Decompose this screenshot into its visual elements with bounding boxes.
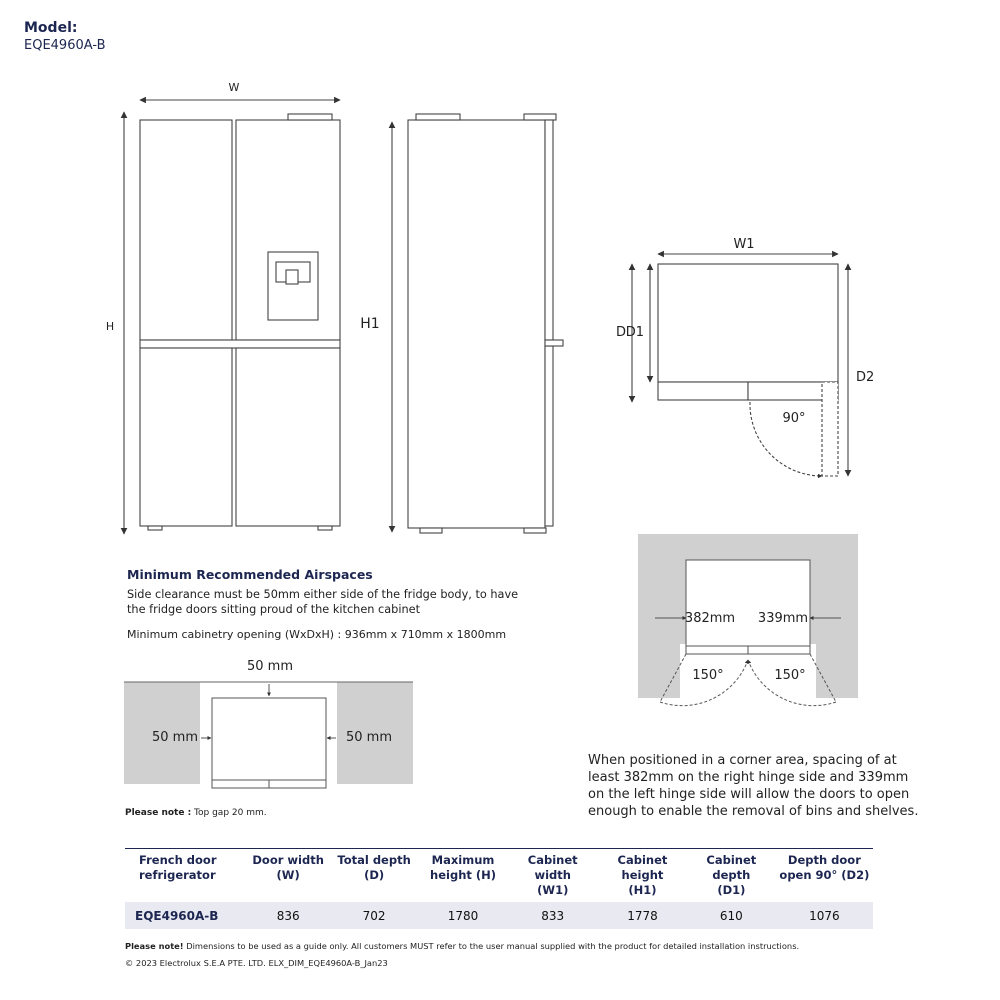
top-cabinet-depth-label: D1	[625, 325, 644, 340]
front-upper-left-door	[140, 120, 232, 340]
airspace-right-door	[269, 780, 326, 788]
table-row	[125, 902, 873, 929]
side-height-label: H1	[360, 316, 380, 332]
front-width-label: W	[228, 81, 240, 94]
top-open-door	[822, 382, 838, 476]
top-left-door	[658, 382, 748, 400]
side-door-handle	[545, 340, 563, 346]
footer-note-prefix: Please note!	[125, 941, 184, 951]
table-cell: 1076	[776, 902, 873, 929]
dispenser-lever	[286, 270, 298, 284]
table-header: Depth door open 90° (D2)	[776, 849, 873, 903]
door-divider	[140, 340, 340, 348]
top-gap-note	[125, 808, 267, 818]
table-header: Cabinet depth (D1)	[687, 849, 776, 903]
right-spacing-label: 382mm	[684, 611, 736, 626]
model-code: EQE4960A-B	[24, 38, 106, 53]
corner-plan	[638, 534, 858, 706]
front-foot-left	[148, 526, 162, 530]
side-foot-front	[524, 528, 546, 533]
airspace-description: Side clearance must be 50mm either side of the fridge body, to have the fridge doors sitting proud of the kitchen cabinet	[127, 588, 519, 616]
copyright: © 2023 Electrolux S.E.A PTE. LTD. ELX_DIM_EQE4960A-B_Jan23	[125, 958, 388, 968]
corner-right-door	[748, 646, 810, 654]
side-lower-door	[545, 346, 553, 526]
corner-description: When positioned in a corner area, spacing of at least 382mm on the right hinge side and 339mm on the left hinge side will allow the doors to open enough to enable the removal of bins and shelves.	[588, 753, 919, 819]
spec-table	[125, 848, 873, 929]
table-cell: 833	[507, 902, 598, 929]
front-view	[124, 100, 340, 534]
top-door-open-depth-label: D2	[856, 370, 875, 385]
table-header: Cabinet height (H1)	[598, 849, 687, 903]
side-top-hinge-front	[524, 114, 556, 120]
top-gap-label: 50 mm	[246, 659, 294, 674]
top-gap-note-prefix: Please note :	[125, 808, 192, 818]
front-lower-right-door	[236, 348, 340, 526]
side-top-hinge-back	[416, 114, 460, 120]
cabinetry-opening: Minimum cabinetry opening (WxDxH) : 936mm x 710mm x 1800mm	[127, 628, 507, 641]
front-lower-left-door	[140, 348, 232, 526]
corner-fridge-body	[686, 560, 810, 646]
table-cell: 610	[687, 902, 776, 929]
top-width-label: W1	[733, 237, 755, 252]
table-cell: 1778	[598, 902, 687, 929]
table-header: Maximum height (H)	[419, 849, 508, 903]
table-header: Door width (W)	[247, 849, 330, 903]
table-cell: EQE4960A-B	[125, 902, 247, 929]
top-depth-label: D	[615, 325, 626, 340]
top-angle-label: 90°	[782, 411, 806, 426]
left-angle-label: 150°	[692, 668, 724, 683]
table-cell: 1780	[419, 902, 508, 929]
table-cell: 836	[247, 902, 330, 929]
top-gap-note-text: Top gap 20 mm.	[191, 808, 267, 818]
front-height-label: H	[105, 320, 115, 333]
side-body	[408, 120, 545, 528]
footer-note-text: Dimensions to be used as a guide only. All customers MUST refer to the user manual supplied with the product for detailed installation instructions.	[183, 941, 800, 951]
airspace-left-door	[212, 780, 269, 788]
airspace-fridge-body	[212, 698, 326, 780]
top-body	[658, 264, 838, 382]
right-angle-label: 150°	[774, 668, 806, 683]
top-view	[632, 254, 848, 476]
side-foot-back	[420, 528, 442, 533]
right-gap-label: 50 mm	[346, 730, 393, 745]
side-upper-door	[545, 120, 553, 340]
side-view	[392, 114, 563, 533]
table-header-row	[125, 849, 873, 903]
model-label: Model:	[24, 20, 78, 36]
top-hinge	[288, 114, 332, 120]
front-foot-right	[318, 526, 332, 530]
footer-note	[125, 941, 799, 951]
table-header: Total depth (D)	[330, 849, 419, 903]
table-header: Cabinet width (W1)	[507, 849, 598, 903]
corner-left-door	[686, 646, 748, 654]
left-spacing-label: 339mm	[757, 611, 809, 626]
airspace-title: Minimum Recommended Airspaces	[127, 567, 373, 582]
table-header: French door refrigerator	[125, 849, 247, 903]
table-cell: 702	[330, 902, 419, 929]
left-gap-label: 50 mm	[152, 730, 199, 745]
